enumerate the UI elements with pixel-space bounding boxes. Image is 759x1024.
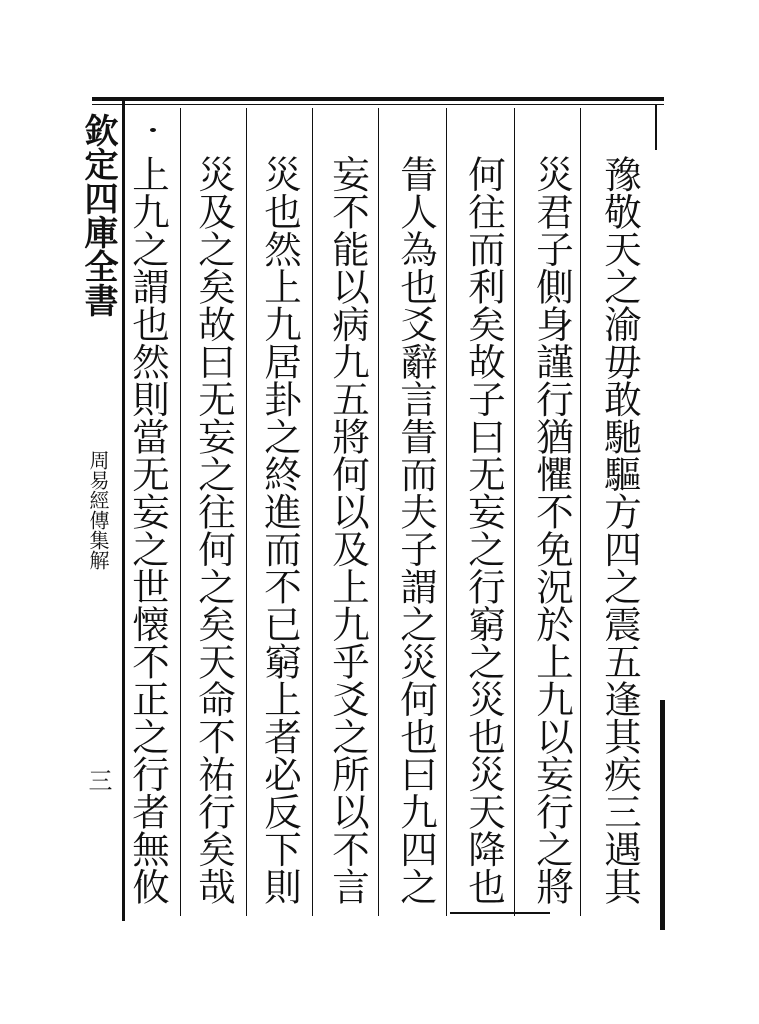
column-divider xyxy=(246,108,247,916)
text-column-7: 災及之矣故曰无妄之往何之矣天命不祐行矣哉 xyxy=(192,155,236,905)
column-divider xyxy=(446,108,447,916)
column-divider xyxy=(180,108,181,916)
text-column-6: 災也然上九居卦之終進而不已窮上者必反下則 xyxy=(258,155,302,905)
text-column-8: 上九之謂也然則當无妄之世懐不正之行者無攸 xyxy=(126,155,170,905)
top-border xyxy=(92,97,664,101)
column-divider xyxy=(378,108,379,916)
column-divider xyxy=(312,108,313,916)
page-number: 三 xyxy=(84,768,112,792)
top-border-inner xyxy=(92,104,664,105)
ink-dot xyxy=(150,128,156,132)
text-column-3: 何往而利矣故子曰无妄之行窮之災也災天降也 xyxy=(462,155,506,905)
right-edge-mark-thin xyxy=(655,105,657,150)
right-edge-mark xyxy=(660,700,665,930)
text-column-2: 災君子側身謹行猶懼不免況於上九以妄行之將 xyxy=(530,155,574,905)
column-divider xyxy=(514,108,515,916)
text-column-5: 妄不能以病九五將何以及上九乎爻之所以不言 xyxy=(326,155,370,905)
book-title: 周易經傳集解 xyxy=(86,450,110,570)
text-column-4: 眚人為也爻辭言眚而夫子謂之災何也曰九四之 xyxy=(394,155,438,905)
series-title: 欽定四庫全書 xyxy=(78,113,118,317)
text-column-1: 豫敬天之渝毋敢馳驅方四之震五逢其疾三遇其 xyxy=(598,155,642,905)
